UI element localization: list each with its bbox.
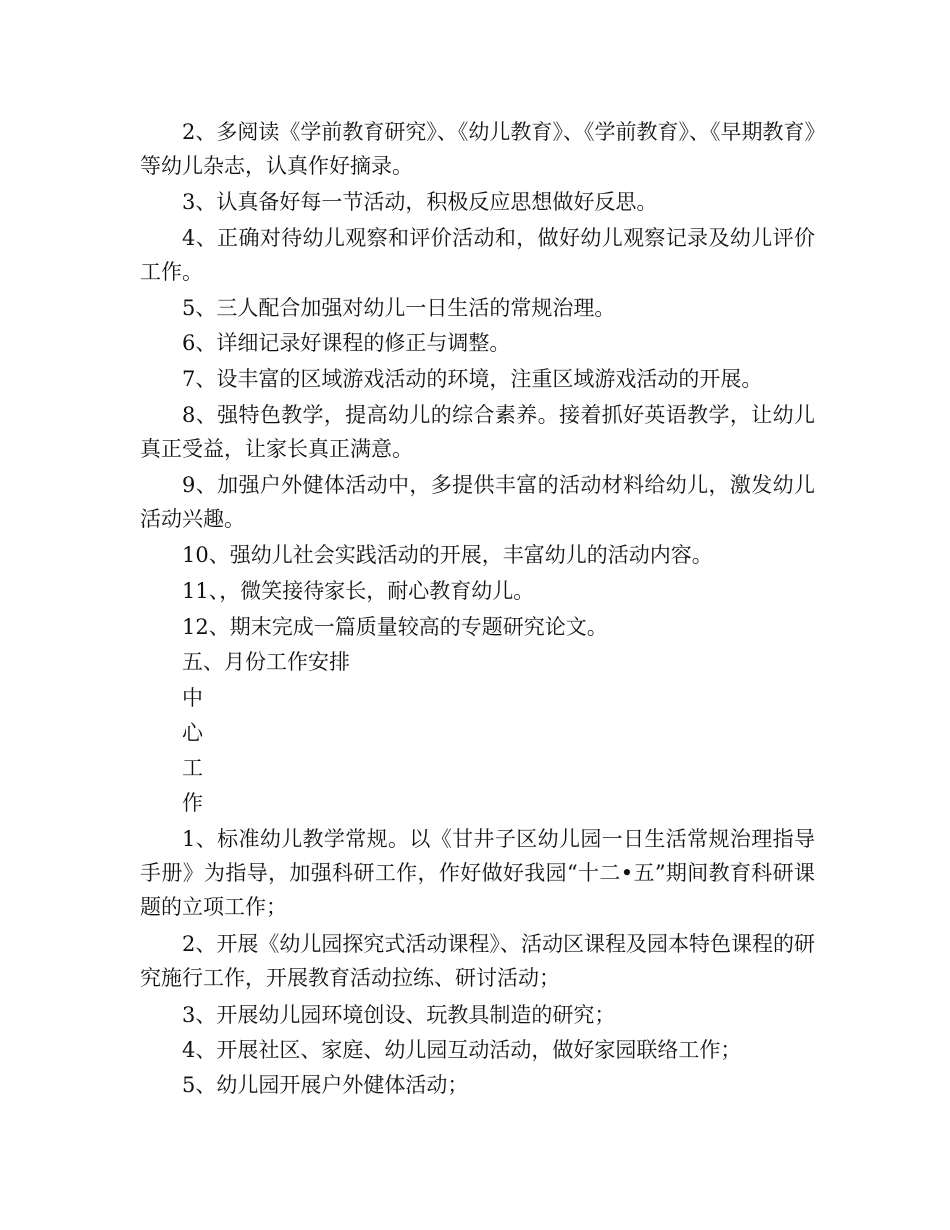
- paragraph-4: 4、正确对待幼儿观察和评价活动和，做好幼儿观察记录及幼儿评价工作。: [140, 226, 815, 284]
- paragraph-9: 9、加强户外健体活动中，多提供丰富的活动材料给幼儿，激发幼儿活动兴趣。: [140, 473, 815, 531]
- work-item-5: 5、幼儿园开展户外健体活动；: [182, 1073, 469, 1097]
- paragraph-11: 11、，微笑接待家长，耐心教育幼儿。: [182, 579, 535, 603]
- paragraph-2: 2、多阅读《学前教育研究》、《幼儿教育》、《学前教育》、《早期教育》等幼儿杂志，认真作好摘录。: [140, 120, 815, 178]
- paragraph-5: 5、三人配合加强对幼儿一日生活的常规治理。: [182, 296, 616, 320]
- section-heading: 五、月份工作安排: [182, 650, 350, 674]
- work-item-1: 1、标准幼儿教学常规。以《甘井子区幼儿园一日生活常规治理指导手册》为指导，加强科研工作，作好做好我园“十二•五”期间教育科研课题的立项工作；: [140, 827, 815, 919]
- paragraph-12: 12、期末完成一篇质量较高的专题研究论文。: [182, 615, 608, 639]
- work-item-3: 3、开展幼儿园环境创设、玩教具制造的研究；: [182, 1003, 616, 1027]
- vertical-char: 工: [182, 756, 203, 780]
- paragraph-7: 7、设丰富的区域游戏活动的环境，注重区域游戏活动的开展。: [182, 367, 763, 391]
- vertical-char: 中: [182, 686, 203, 710]
- paragraph-10: 10、强幼儿社会实践活动的开展，丰富幼儿的活动内容。: [182, 543, 713, 567]
- vertical-char: 心: [182, 721, 203, 745]
- work-item-4: 4、开展社区、家庭、幼儿园互动活动，做好家园联络工作；: [182, 1038, 742, 1062]
- work-item-2: 2、开展《幼儿园探究式活动课程》、活动区课程及园本特色课程的研究施行工作，开展教育活动拉练、研讨活动；: [140, 932, 815, 990]
- vertical-char: 作: [182, 791, 203, 815]
- paragraph-8: 8、强特色教学，提高幼儿的综合素养。接着抓好英语教学，让幼儿真正受益，让家长真正满意。: [140, 403, 815, 461]
- paragraph-3: 3、认真备好每一节活动，积极反应思想做好反思。: [182, 190, 658, 214]
- paragraph-6: 6、详细记录好课程的修正与调整。: [182, 331, 511, 355]
